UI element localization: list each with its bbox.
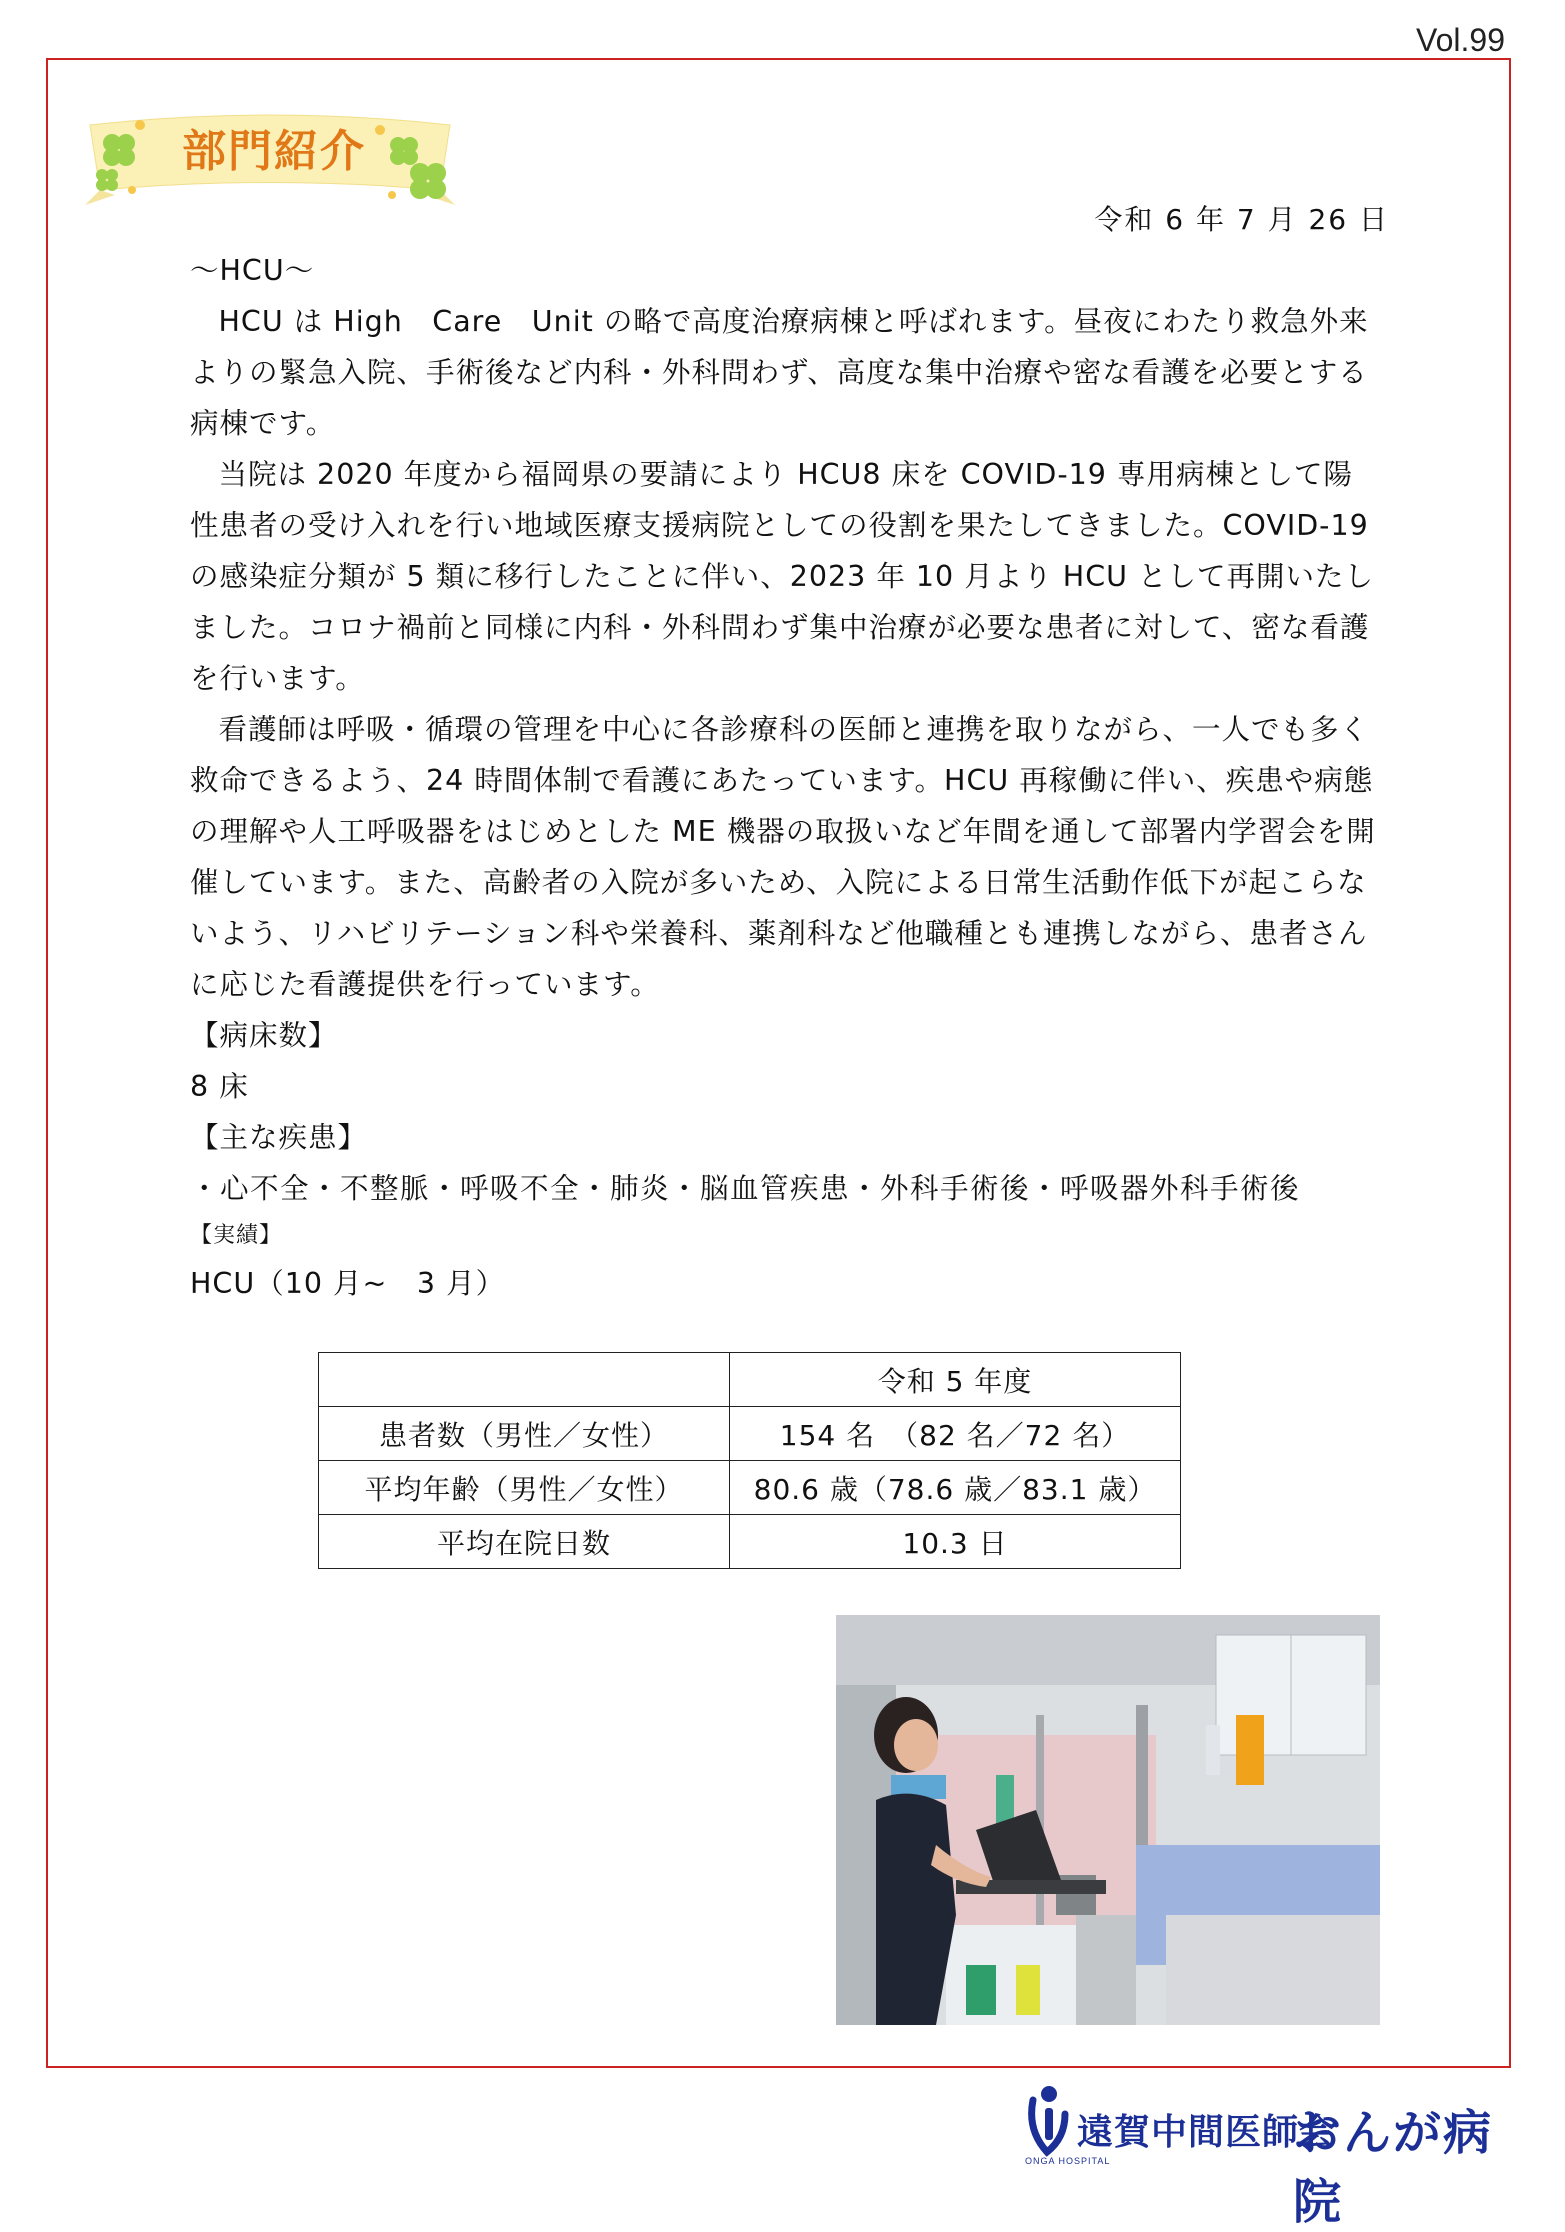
table-header-blank: [319, 1353, 730, 1407]
logo-subtext: ONGA HOSPITAL: [1025, 2156, 1111, 2166]
paragraph-1: HCU は High Care Unit の略で高度治療病棟と呼ばれます。昼夜にわたり救急外来よりの緊急入院、手術後など内科・外科問わず、高度な集中治療や密な看護を必要とする病棟です。: [190, 305, 1369, 440]
article-subtitle: ～HCU～: [190, 254, 315, 287]
section-header-banner: [80, 95, 460, 215]
publication-date: 令和 6 年 7 月 26 日: [1094, 203, 1389, 236]
statistics-table: [318, 1352, 1181, 1569]
table-row: [319, 1407, 1181, 1461]
row-label: 患者数（男性／女性）: [319, 1407, 730, 1461]
paragraph-2: 当院は 2020 年度から福岡県の要請により HCU8 床を COVID-19 専用病棟として陽性患者の受け入れを行い地域医療支援病院としての役割を果たしてきました。COVID-19 の感染症分類が 5 類に移行したことに伴い、2023 年 10 月より HCU として再開いたしました。コロナ禍前と同様に内科・外科問わず集中治療が必要な患者に対して、密な看護を行います。: [190, 458, 1375, 695]
beds-value: 8 床: [190, 1070, 249, 1103]
table-row: [319, 1461, 1181, 1515]
row-value: 80.6 歳（78.6 歳／83.1 歳）: [730, 1461, 1181, 1515]
row-value: 10.3 日: [730, 1515, 1181, 1569]
table-header-row: [319, 1353, 1181, 1407]
section-title: 部門紹介: [182, 126, 366, 177]
row-value: 154 名 （82 名／72 名）: [730, 1407, 1181, 1461]
row-label: 平均在院日数: [319, 1515, 730, 1569]
diseases-heading: 【主な疾患】: [190, 1121, 368, 1154]
beds-heading: 【病床数】: [190, 1019, 338, 1052]
article-body: [190, 245, 1380, 1309]
logo-hospital-name: おんが病院: [1293, 2105, 1494, 2230]
diseases-list: ・心不全・不整脈・呼吸不全・肺炎・脳血管疾患・外科手術後・呼吸器外科手術後: [190, 1172, 1301, 1205]
table-header-year: 令和 5 年度: [730, 1353, 1181, 1407]
results-heading: 【実績】: [190, 1223, 283, 1248]
paragraph-3: 看護師は呼吸・循環の管理を中心に各診療科の医師と連携を取りながら、一人でも多く救命できるよう、24 時間体制で看護にあたっています。HCU 再稼働に伴い、疾患や病態の理解や人工呼吸器をはじめとした ME 機器の取扱いなど年間を通して部署内学習会を開催しています。また、高齢者の入院が多いため、入院による日常生活動作低下が起こらないよう、リハビリテーション科や栄養科、薬剤科など他職種とも連携しながら、患者さんに応じた看護提供を行っています。: [190, 713, 1376, 1001]
table-row: [319, 1515, 1181, 1569]
hospital-logo-mark-icon: [1025, 2080, 1075, 2160]
hcu-ward-photo: [836, 1615, 1380, 2025]
volume-number: Vol.99: [1416, 22, 1505, 58]
row-label: 平均年齢（男性／女性）: [319, 1461, 730, 1515]
logo-organization-name: 遠賀中間医師会: [1077, 2112, 1337, 2153]
nurse-at-workstation-image: [836, 1615, 1380, 2025]
hcu-period: HCU（10 月~ 3 月）: [190, 1267, 506, 1300]
hospital-logo: [1025, 2080, 1515, 2230]
